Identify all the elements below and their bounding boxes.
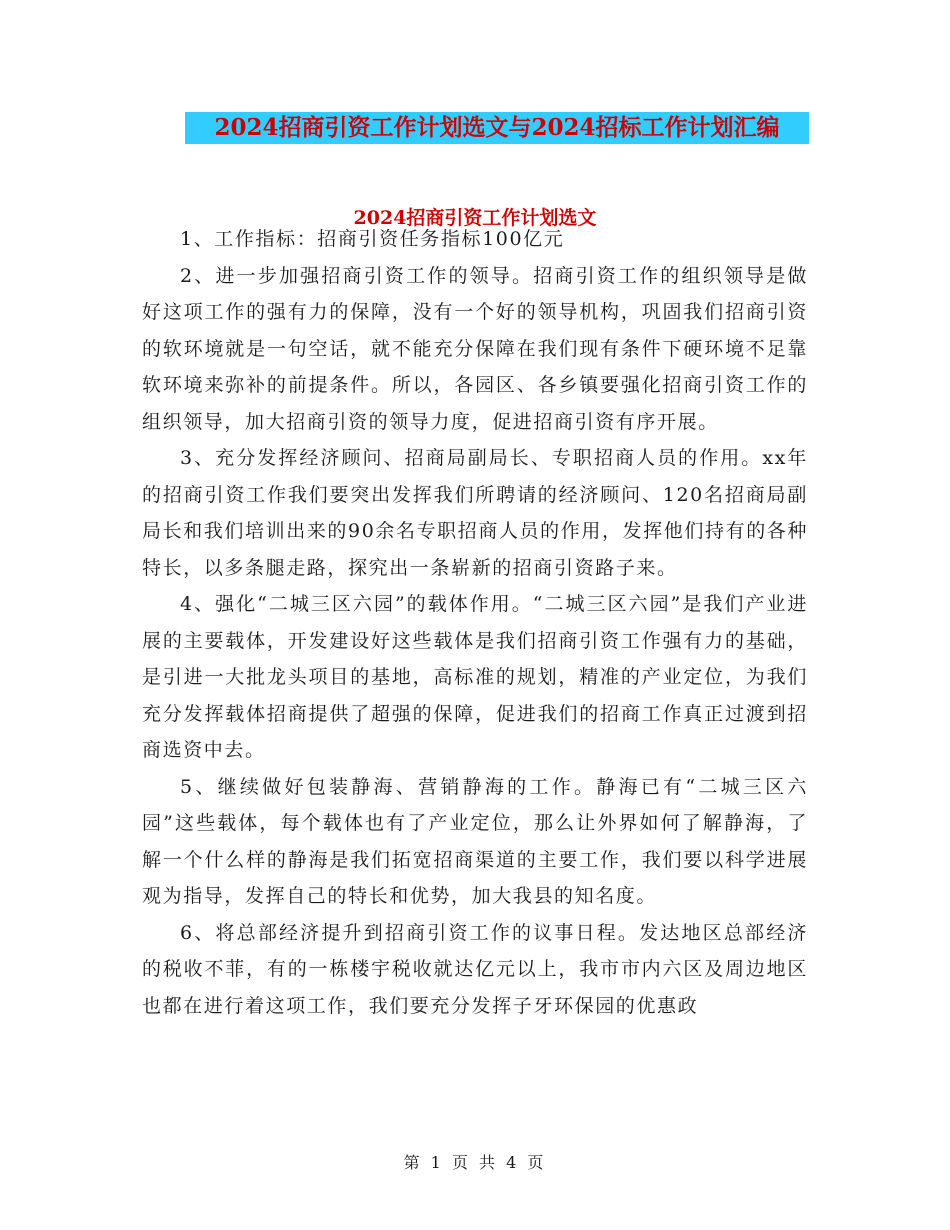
document-main-title: 2024招商引资工作计划选文与2024招标工作计划汇编 (185, 112, 809, 144)
paragraph-4: 4、强化“二城三区六园”的载体作用。“二城三区六园”是我们产业进展的主要载体，开发建设好这些载体是我们招商引资工作强有力的基础，是引进一大批龙头项目的基地，高标准的规划，精准的产业定位，为我们充分发挥载体招商提供了超强的保障，促进我们的招商工作真正过渡到招商选资中去。 (142, 593, 808, 761)
paragraph-2: 2、进一步加强招商引资工作的领导。招商引资工作的组织领导是做好这项工作的强有力的保障，没有一个好的领导机构，巩固我们招商引资的软环境就是一句空话，就不能充分保障在我们现有条件下硬环境不足靠软环境来弥补的前提条件。所以，各园区、各乡镇要强化招商引资工作的组织领导，加大招商引资的领导力度，促进招商引资有序开展。 (142, 264, 808, 433)
paragraph-5: 5、继续做好包装静海、营销静海的工作。静海已有“二城三区六园”这些载体，每个载体也有了产业定位，那么让外界如何了解静海，了解一个什么样的静海是我们拓宽招商渠道的主要工作，我们要以科学进展观为指导，发挥自己的特长和优势，加大我县的知名度。 (142, 775, 808, 907)
body-text (142, 221, 808, 1024)
paragraph-3: 3、充分发挥经济顾问、招商局副局长、专职招商人员的作用。xx年的招商引资工作我们要突出发挥我们所聘请的经济顾问、120名招商局副局长和我们培训出来的90余名专职招商人员的作用，发挥他们持有的各种特长，以多条腿走路，探究出一条崭新的招商引资路子来。 (142, 447, 808, 579)
section-title: 2024招商引资工作计划选文 (353, 207, 597, 229)
paragraph-6: 6、将总部经济提升到招商引资工作的议事日程。发达地区总部经济的税收不菲，有的一栋楼宇税收就达亿元以上，我市市内六区及周边地区也都在进行着这项工作，我们要充分发挥子牙环保园的优惠政 (142, 921, 808, 1017)
paragraph-1: 1、工作指标：招商引资任务指标100亿元 (180, 228, 565, 250)
page-footer: 第 1 页 共 4 页 (403, 1153, 547, 1172)
